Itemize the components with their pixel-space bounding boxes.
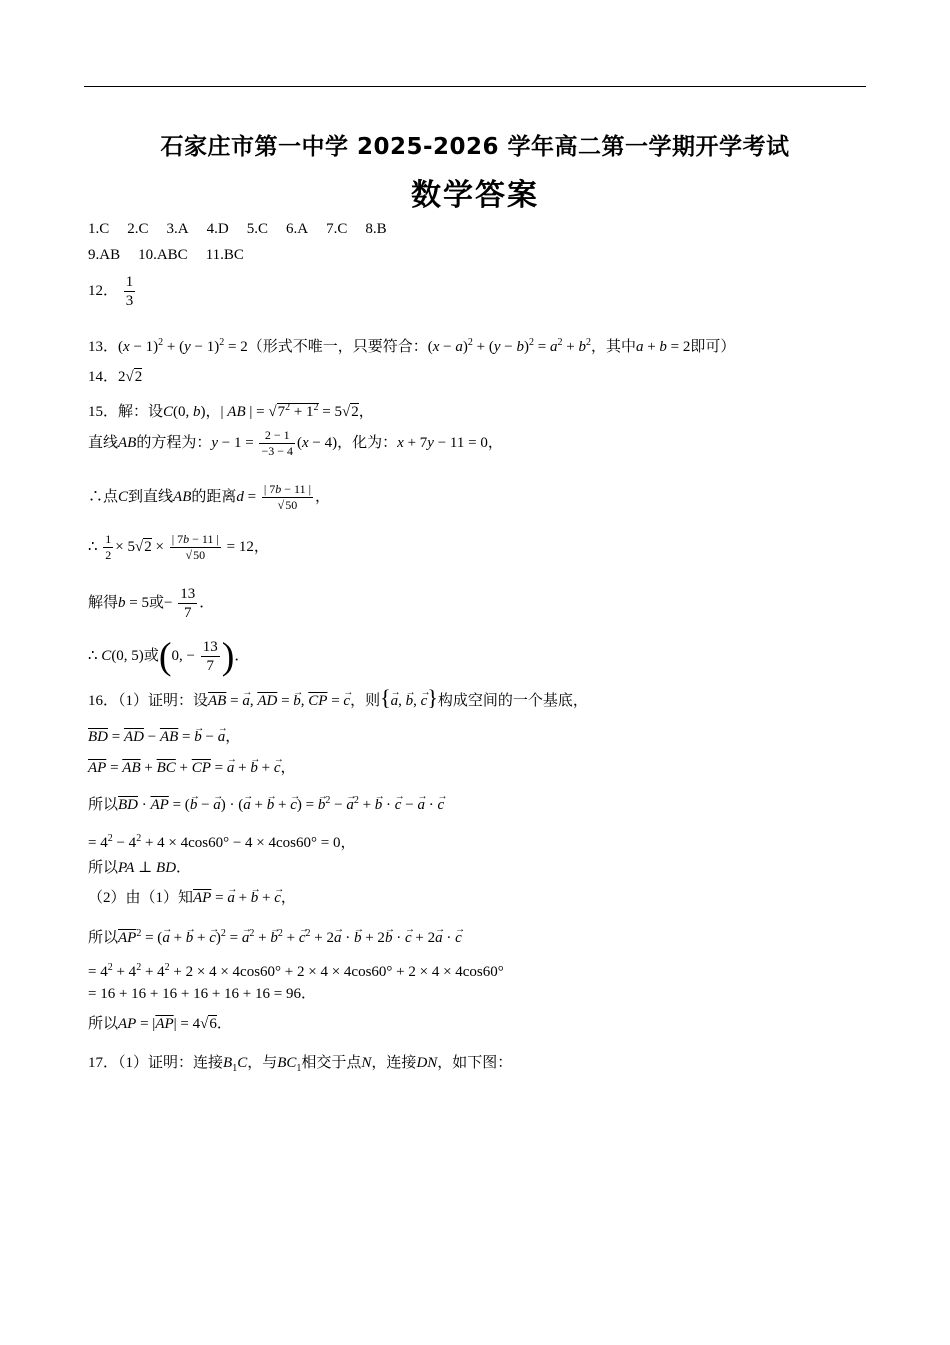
formula: $\overline{BD} \cdot \overline{AP}$ = (→ b − → a) · (→ a + → b + → c) = → $b^2$ − → $a^2$ + → b · → c − → a · → c (118, 797, 444, 813)
answer-15-line4 (88, 532, 269, 563)
denominator: 3 (125, 293, 134, 309)
answer-15-line5 (88, 585, 214, 622)
header-rule (84, 86, 866, 87)
answer-item: 1.C (88, 221, 110, 237)
text: （2）由（1）知 (88, 890, 194, 906)
question-label: 14． (88, 369, 119, 385)
question-label: 12． (88, 282, 119, 299)
question-label: 16．（1）证明：设 (88, 693, 209, 709)
numerator: 1 (125, 274, 134, 290)
formula: $\overline{BD} = \overline{AD} - \overline{AB}$ = → b − → a， (88, 729, 240, 745)
question-label: 17．（1）证明：连接 (88, 1055, 224, 1071)
formula: $\overline{AP}^2$ = (→ a + → b + → c)$^2$ = → $a^2$ + → $b^2$ + → $c^2 + 2\to a$ · → b + 2→ b · → c + 2→ a · → c (118, 930, 462, 946)
formula: AP = $|\overline{AP}| = 4√6$． (118, 1016, 232, 1032)
text: ，与 (247, 1055, 278, 1071)
answer-14 (88, 367, 142, 387)
text: ∴点 (88, 488, 119, 505)
formula: {→ a, → b, → c} (380, 693, 438, 709)
text: 所以 (88, 797, 119, 813)
text: ，则 (350, 693, 381, 709)
text: 构成空间的一个基底， (437, 693, 588, 709)
formula: N (361, 1055, 372, 1071)
formula: b = 5 (118, 594, 149, 611)
answer-16-line11 (88, 1014, 232, 1034)
answer-item: 3.A (166, 221, 189, 237)
answer-16-line1 (88, 685, 588, 711)
answer-16-line10 (88, 984, 316, 1004)
answer-16-line9 (88, 958, 504, 982)
formula: ∴ C(0, 5) (88, 647, 144, 664)
fraction (124, 273, 136, 310)
formula: $B_1C$ (223, 1055, 248, 1074)
answer-17-line1 (88, 1053, 512, 1079)
answer-item: 8.B (365, 221, 387, 237)
answer-item: 10.ABC (138, 247, 188, 263)
answer-item: 4.D (206, 221, 229, 237)
formula: y − 1 = $\frac{2 - 1}{-3 - 4}$ (x − 4) (211, 428, 338, 458)
text: 或 (143, 647, 159, 664)
formula: $\overline{AP}$ = → a + → b + → c， (193, 890, 296, 906)
text: 解得 (88, 594, 119, 611)
formula: d = $\frac{| 7b - 11 |}{√50}$ ， (236, 482, 331, 512)
answer-12 (88, 273, 137, 310)
answer-16-line3 (88, 758, 296, 778)
formula: $\overline{AB}$ = → a, $\overline{AD}$ = → b, $\overline{CP}$ = → c (208, 693, 350, 709)
answer-16-line5 (88, 829, 355, 853)
formula: DN (416, 1055, 438, 1071)
answer-15-line3: ∴点C到直线AB的距离d = $\frac{| 7b - 11 |}{√50}$ ， (88, 482, 331, 512)
choice-answers-row2 (88, 245, 262, 265)
formula: $BC_1$ (277, 1055, 302, 1074)
formula: = $4^2 - 4^2 + 4 \times 4\cos 60^\circ - 4 \times 4\cos 60^\circ = 0$， (88, 833, 356, 851)
formula: − $\frac{13}{7}$ ． (164, 586, 215, 621)
page-subtitle: 数学答案 (411, 178, 539, 213)
answer-item: 9.AB (88, 247, 121, 263)
answer-item: 6.A (285, 221, 309, 237)
formula: $(x - a)^2 + (y - b)^2 = a^2 + b^2$ (427, 337, 591, 355)
question-label: 15．解：设 (88, 404, 164, 420)
formula: a + b = 2 (635, 339, 691, 355)
answer-item: 7.C (326, 221, 348, 237)
answer-16-line6 (88, 858, 191, 878)
note: 即可） (690, 339, 736, 355)
formula: ∴ $\frac{1}{2}$ × 5√2 × $\frac{| 7b - 11 |}{√50}$ = 12， (88, 532, 269, 562)
choice-answers-row1 (88, 219, 405, 239)
text: ，化为： (337, 434, 398, 451)
page-title: 石家庄市第一中学 2025-2026 学年高二第一学期开学考试 (160, 134, 790, 160)
question-label: 13． (88, 339, 119, 355)
answer-16-line4 (88, 791, 444, 815)
text: ，连接 (371, 1055, 417, 1071)
formula: PA ⊥ BD． (118, 860, 192, 876)
formula: (0, − $\frac{13}{7}$ )． (158, 635, 250, 678)
answer-item: 5.C (246, 221, 268, 237)
formula: C(0, b)，| AB | = $√7^2 + 1^2 = 5√2$， (163, 402, 374, 420)
text: 或 (148, 594, 164, 611)
formula: = 16 + 16 + 16 + 16 + 16 + 16 = 96． (88, 986, 316, 1002)
answer-16-line2 (88, 727, 240, 747)
answer-15-line2: 直线AB的方程为：y − 1 = $\frac{2 - 1}{-3 - 4}$ (x − 4)，化为：x + 7y − 11 = 0， (88, 428, 503, 458)
answer-item: 2.C (127, 221, 149, 237)
formula: x + 7y − 11 = 0， (397, 434, 503, 451)
text: 所以 (88, 1016, 119, 1032)
answer-15-line6 (88, 635, 250, 678)
text: 的方程为： (136, 434, 212, 451)
text: 相交于点 (301, 1055, 362, 1071)
answer-15-line1 (88, 398, 374, 422)
answer-13 (88, 333, 735, 357)
formula: 2√2 (118, 369, 143, 385)
answer-16-line7 (88, 888, 296, 908)
text: ，如下图： (437, 1055, 513, 1071)
formula: $\overline{AP} = \overline{AB} + \overline{BC} + \overline{CP}$ = → a + → b + → c， (88, 760, 296, 776)
text: 直线 (88, 434, 119, 451)
note: ，其中 (590, 339, 636, 355)
formula: = $4^2 + 4^2 + 4^2 + 2 \times 4 \times 4\cos 60^\circ + 2 \times 4 \times 4\cos 60^\circ + 2 \times 4 \times 4\cos 60^\circ$ (88, 962, 504, 980)
note: （形式不唯一，只要符合： (247, 339, 428, 355)
text: 所以 (88, 860, 119, 876)
text: 所以 (88, 930, 119, 946)
formula: $(x - 1)^2 + (y - 1)^2 = 2$ (118, 337, 248, 355)
answer-item: 11.BC (205, 247, 244, 263)
answer-16-line8 (88, 924, 462, 948)
text: 到直线 (128, 488, 174, 505)
text: 的距离 (191, 488, 237, 505)
